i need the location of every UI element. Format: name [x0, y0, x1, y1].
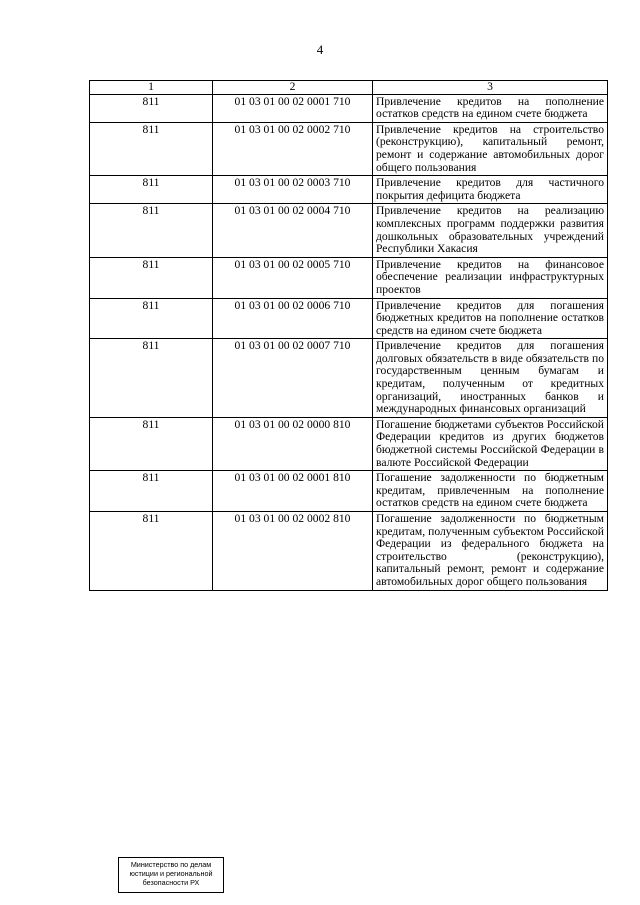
source-name-cell: Привлечение кредитов для погашения долговых обязательств в виде обязательств по государственным ценным бумагам и кредитам, полученным от кредитных организаций, иностранных банков и международных финансовых организаций	[373, 339, 608, 418]
admin-code-cell: 811	[90, 176, 213, 204]
admin-code-cell: 811	[90, 122, 213, 175]
source-name-cell: Погашение задолженности по бюджетным кредитам, привлеченным на пополнение остатков средств на едином счете бюджета	[373, 471, 608, 512]
classification-code-cell: 01 03 01 00 02 0005 710	[213, 257, 373, 298]
source-name-cell: Погашение задолженности по бюджетным кредитам, полученным субъектом Российской Федерации из федерального бюджета на строительство (реконструкцию), капитальный ремонт, ремонт и содержание автомобильных дорог общего пользования	[373, 512, 608, 591]
page-number: 4	[316, 42, 324, 57]
admin-code-cell: 811	[90, 339, 213, 418]
table-row	[90, 257, 608, 298]
table-row	[90, 339, 608, 418]
classification-code-cell: 01 03 01 00 02 0000 810	[213, 417, 373, 470]
source-name-cell: Привлечение кредитов на пополнение остатков средств на едином счете бюджета	[373, 94, 608, 122]
admin-code-cell: 811	[90, 257, 213, 298]
source-name-cell: Привлечение кредитов на реализацию комплексных программ поддержки развития дошкольных образовательных учреждений Республики Хакасия	[373, 204, 608, 257]
classification-code-cell: 01 03 01 00 02 0007 710	[213, 339, 373, 418]
table-row	[90, 471, 608, 512]
table-row	[90, 122, 608, 175]
table-row	[90, 176, 608, 204]
stamp-line: Министерство по делам	[130, 860, 212, 869]
classification-code-cell: 01 03 01 00 02 0002 710	[213, 122, 373, 175]
classification-code-cell: 01 03 01 00 02 0004 710	[213, 204, 373, 257]
table-row	[90, 512, 608, 591]
column-header-2: 2	[213, 81, 373, 95]
admin-code-cell: 811	[90, 94, 213, 122]
budget-codes-table	[89, 80, 608, 591]
source-name-cell: Привлечение кредитов на финансовое обеспечение реализации инфраструктурных проектов	[373, 257, 608, 298]
stamp-line: безопасности РХ	[142, 878, 200, 887]
source-name-cell: Привлечение кредитов на строительство (реконструкцию), капитальный ремонт, ремонт и содержание автомобильных дорог общего пользования	[373, 122, 608, 175]
source-name-cell: Погашение бюджетами субъектов Российской Федерации кредитов из других бюджетов бюджетной системы Российской Федерации в валюте Российской Федерации	[373, 417, 608, 470]
classification-code-cell: 01 03 01 00 02 0001 810	[213, 471, 373, 512]
ministry-stamp	[118, 857, 224, 893]
classification-code-cell: 01 03 01 00 02 0003 710	[213, 176, 373, 204]
admin-code-cell: 811	[90, 471, 213, 512]
stamp-line: юстиции и региональной	[129, 869, 213, 878]
classification-code-cell: 01 03 01 00 02 0002 810	[213, 512, 373, 591]
table-row	[90, 94, 608, 122]
admin-code-cell: 811	[90, 204, 213, 257]
source-name-cell: Привлечение кредитов для частичного покрытия дефицита бюджета	[373, 176, 608, 204]
table-row	[90, 204, 608, 257]
column-header-3: 3	[373, 81, 608, 95]
column-header-1: 1	[90, 81, 213, 95]
source-name-cell: Привлечение кредитов для погашения бюджетных кредитов на пополнение остатков средств на едином счете бюджета	[373, 298, 608, 339]
admin-code-cell: 811	[90, 298, 213, 339]
classification-code-cell: 01 03 01 00 02 0001 710	[213, 94, 373, 122]
table-header-row	[90, 81, 608, 95]
classification-code-cell: 01 03 01 00 02 0006 710	[213, 298, 373, 339]
table-row	[90, 298, 608, 339]
admin-code-cell: 811	[90, 417, 213, 470]
admin-code-cell: 811	[90, 512, 213, 591]
table-row	[90, 417, 608, 470]
